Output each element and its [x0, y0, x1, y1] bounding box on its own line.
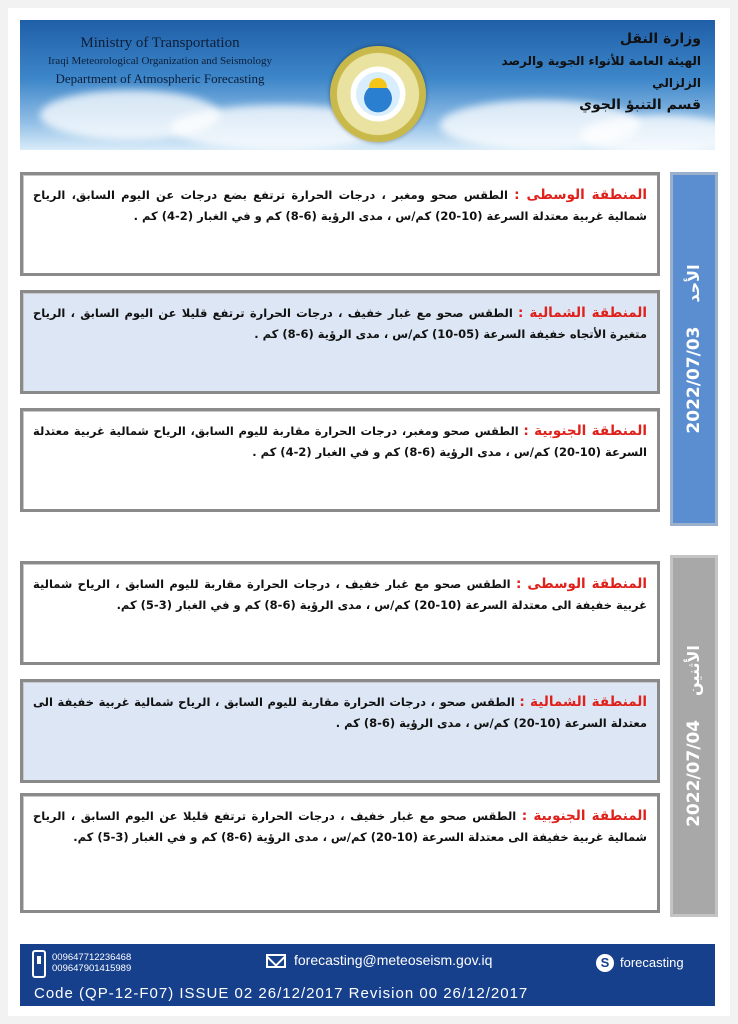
header-arabic	[471, 28, 701, 116]
day-name: الأحد	[684, 264, 703, 303]
day-date: 2022/07/04	[684, 719, 704, 827]
mail-icon	[266, 954, 286, 968]
day-forecast-section	[20, 555, 718, 917]
day-name: الأثنين	[684, 645, 703, 696]
region-forecast-box	[20, 561, 660, 665]
phone-number: 009647712236468	[52, 952, 132, 963]
region-description: الطقس صحو مع غبار خفيف ، درجات الحرارة مقاربة لليوم السابق ، الرياح شمالية غربية خفيفة الى معتدلة السرعة (10-20) كم/س ، مدى الرؤية (6-8) كم و في الغبار (3-5) كم.	[33, 577, 647, 612]
header-banner	[20, 20, 715, 150]
skype-icon: S	[596, 954, 614, 972]
region-name: المنطقة الشمالية :	[519, 694, 647, 710]
region-description: الطقس صحو مع غبار خفيف ، درجات الحرارة ترتفع قليلا عن اليوم السابق ، الرياح شمالية غربية خفيفة الى معتدلة السرعة (10-20) كم/س ، مدى الرؤية (6-8) كم و في الغبار (3-5) كم.	[33, 809, 647, 844]
day-forecast-section	[20, 172, 718, 526]
region-forecast-box	[20, 172, 660, 276]
region-forecast-box	[20, 679, 660, 783]
email-address[interactable]: forecasting@meteoseism.gov.iq	[294, 952, 493, 968]
ministry-title-en: Ministry of Transportation	[80, 35, 240, 51]
region-name: المنطقة الجنوبية :	[521, 808, 647, 824]
document-code: Code (QP-12-F07) ISSUE 02 26/12/2017 Revision 00 26/12/2017	[34, 985, 529, 1002]
phone-numbers	[52, 952, 131, 974]
region-description: الطقس صحو مع غبار خفيف ، درجات الحرارة ترتفع قليلا عن اليوم السابق ، الرياح متغيرة الأتجاه خفيفة السرعة (05-10) كم/س ، مدى الرؤية (6-8) كم .	[33, 306, 647, 341]
region-forecast-text	[33, 574, 647, 616]
ministry-title-ar: وزارة النقل	[619, 31, 701, 47]
phone-number: 009647901415989	[52, 963, 132, 974]
organization-logo	[330, 46, 426, 142]
region-description: الطقس صحو ومغبر ، درجات الحرارة ترتفع بضع درجات عن اليوم السابق، الرياح شمالية غربية معتدلة السرعة (10-20) كم/س ، مدى الرؤية (6-8) كم و في الغبار (2-4) كم .	[33, 188, 647, 223]
header-english	[30, 34, 290, 88]
region-forecast-box	[20, 290, 660, 394]
day-date: 2022/07/03	[684, 326, 704, 434]
department-title-en: Department of Atmospheric Forecasting	[55, 71, 265, 86]
region-forecast-box	[20, 408, 660, 512]
region-forecast-text	[33, 303, 647, 345]
region-name: المنطقة الوسطى :	[515, 576, 647, 592]
footer-bar	[20, 944, 715, 1006]
day-label	[684, 264, 704, 433]
region-name: المنطقة الشمالية :	[518, 305, 647, 321]
region-description: الطقس صحو ، درجات الحرارة مقاربة لليوم السابق ، الرياح شمالية غربية خفيفة الى معتدلة السرعة (10-20) كم/س ، مدى الرؤية (6-8) كم .	[33, 695, 647, 730]
phone-icon	[32, 950, 46, 978]
day-date-strip	[670, 555, 718, 917]
organization-title-ar: الهيئة العامة للأنواء الجوية والرصد الزلزالي	[501, 54, 701, 90]
day-date-strip	[670, 172, 718, 526]
day-label	[684, 645, 704, 827]
department-title-ar: قسم التنبؤ الجوي	[579, 97, 701, 113]
region-name: المنطقة الوسطى :	[514, 187, 647, 203]
region-forecast-text	[33, 806, 647, 848]
region-forecast-text	[33, 692, 647, 734]
region-forecast-text	[33, 185, 647, 227]
region-name: المنطقة الجنوبية :	[523, 423, 647, 439]
region-description: الطقس صحو ومغبر، درجات الحرارة مقاربة لليوم السابق، الرياح شمالية غربية معتدلة السرعة (10-20) كم/س ، مدى الرؤية (6-8) كم و في الغبار (2-4) كم .	[33, 424, 647, 459]
region-forecast-text	[33, 421, 647, 463]
region-forecast-box	[20, 793, 660, 913]
skype-handle: forecasting	[620, 955, 684, 970]
organization-title-en: Iraqi Meteorological Organization and Seismology	[47, 55, 273, 67]
